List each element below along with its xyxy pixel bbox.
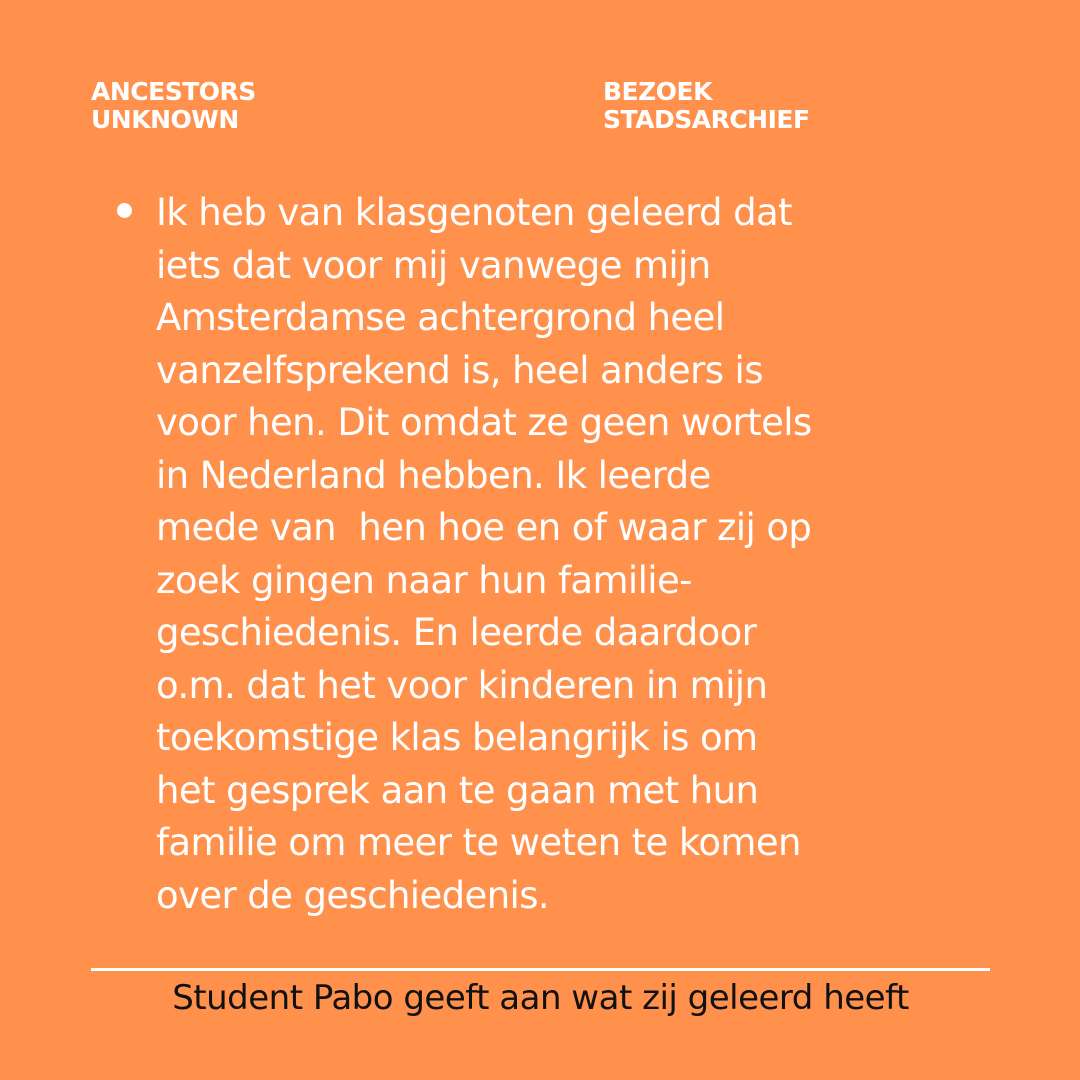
quote-line: over de geschiedenis. xyxy=(156,873,550,917)
bullet-icon xyxy=(117,203,132,218)
quote-line: familie om meer te weten te komen xyxy=(156,821,801,864)
quote-line: Ik heb van klasgenoten geleerd dat xyxy=(156,191,792,234)
quote-line: zoek gingen naar hun familie- xyxy=(156,558,692,602)
brand-title xyxy=(91,78,391,134)
footer-caption: Student Pabo geeft aan wat zij geleerd heeft xyxy=(172,978,909,1018)
brand-title-line-2: UNKNOWN xyxy=(91,105,239,134)
visit-archive-heading xyxy=(603,78,903,134)
quote-line: Amsterdamse achtergrond heel xyxy=(156,296,725,339)
quote-line: geschiedenis. En leerde daardoor xyxy=(156,611,757,654)
quote-line: in Nederland hebben. Ik leerde xyxy=(156,453,711,497)
quote-line: o.m. dat het voor kinderen in mijn xyxy=(156,663,768,707)
quote-line: vanzelfsprekend is, heel anders is xyxy=(156,348,763,392)
quote-line: voor hen. Dit omdat ze geen wortels xyxy=(156,401,812,444)
footer-divider xyxy=(91,968,990,971)
quote-line: het gesprek aan te gaan met hun xyxy=(156,768,759,812)
visit-archive-line-1: BEZOEK xyxy=(603,77,712,106)
brand-title-line-1: ANCESTORS xyxy=(91,77,256,106)
quote-line: iets dat voor mij vanwege mijn xyxy=(156,243,711,287)
quote-line: toekomstige klas belangrijk is om xyxy=(156,716,758,759)
quote-line: mede van hen hoe en of waar zij op xyxy=(156,506,812,549)
visit-archive-line-2: STADSARCHIEF xyxy=(603,105,810,134)
student-quote xyxy=(156,187,956,922)
